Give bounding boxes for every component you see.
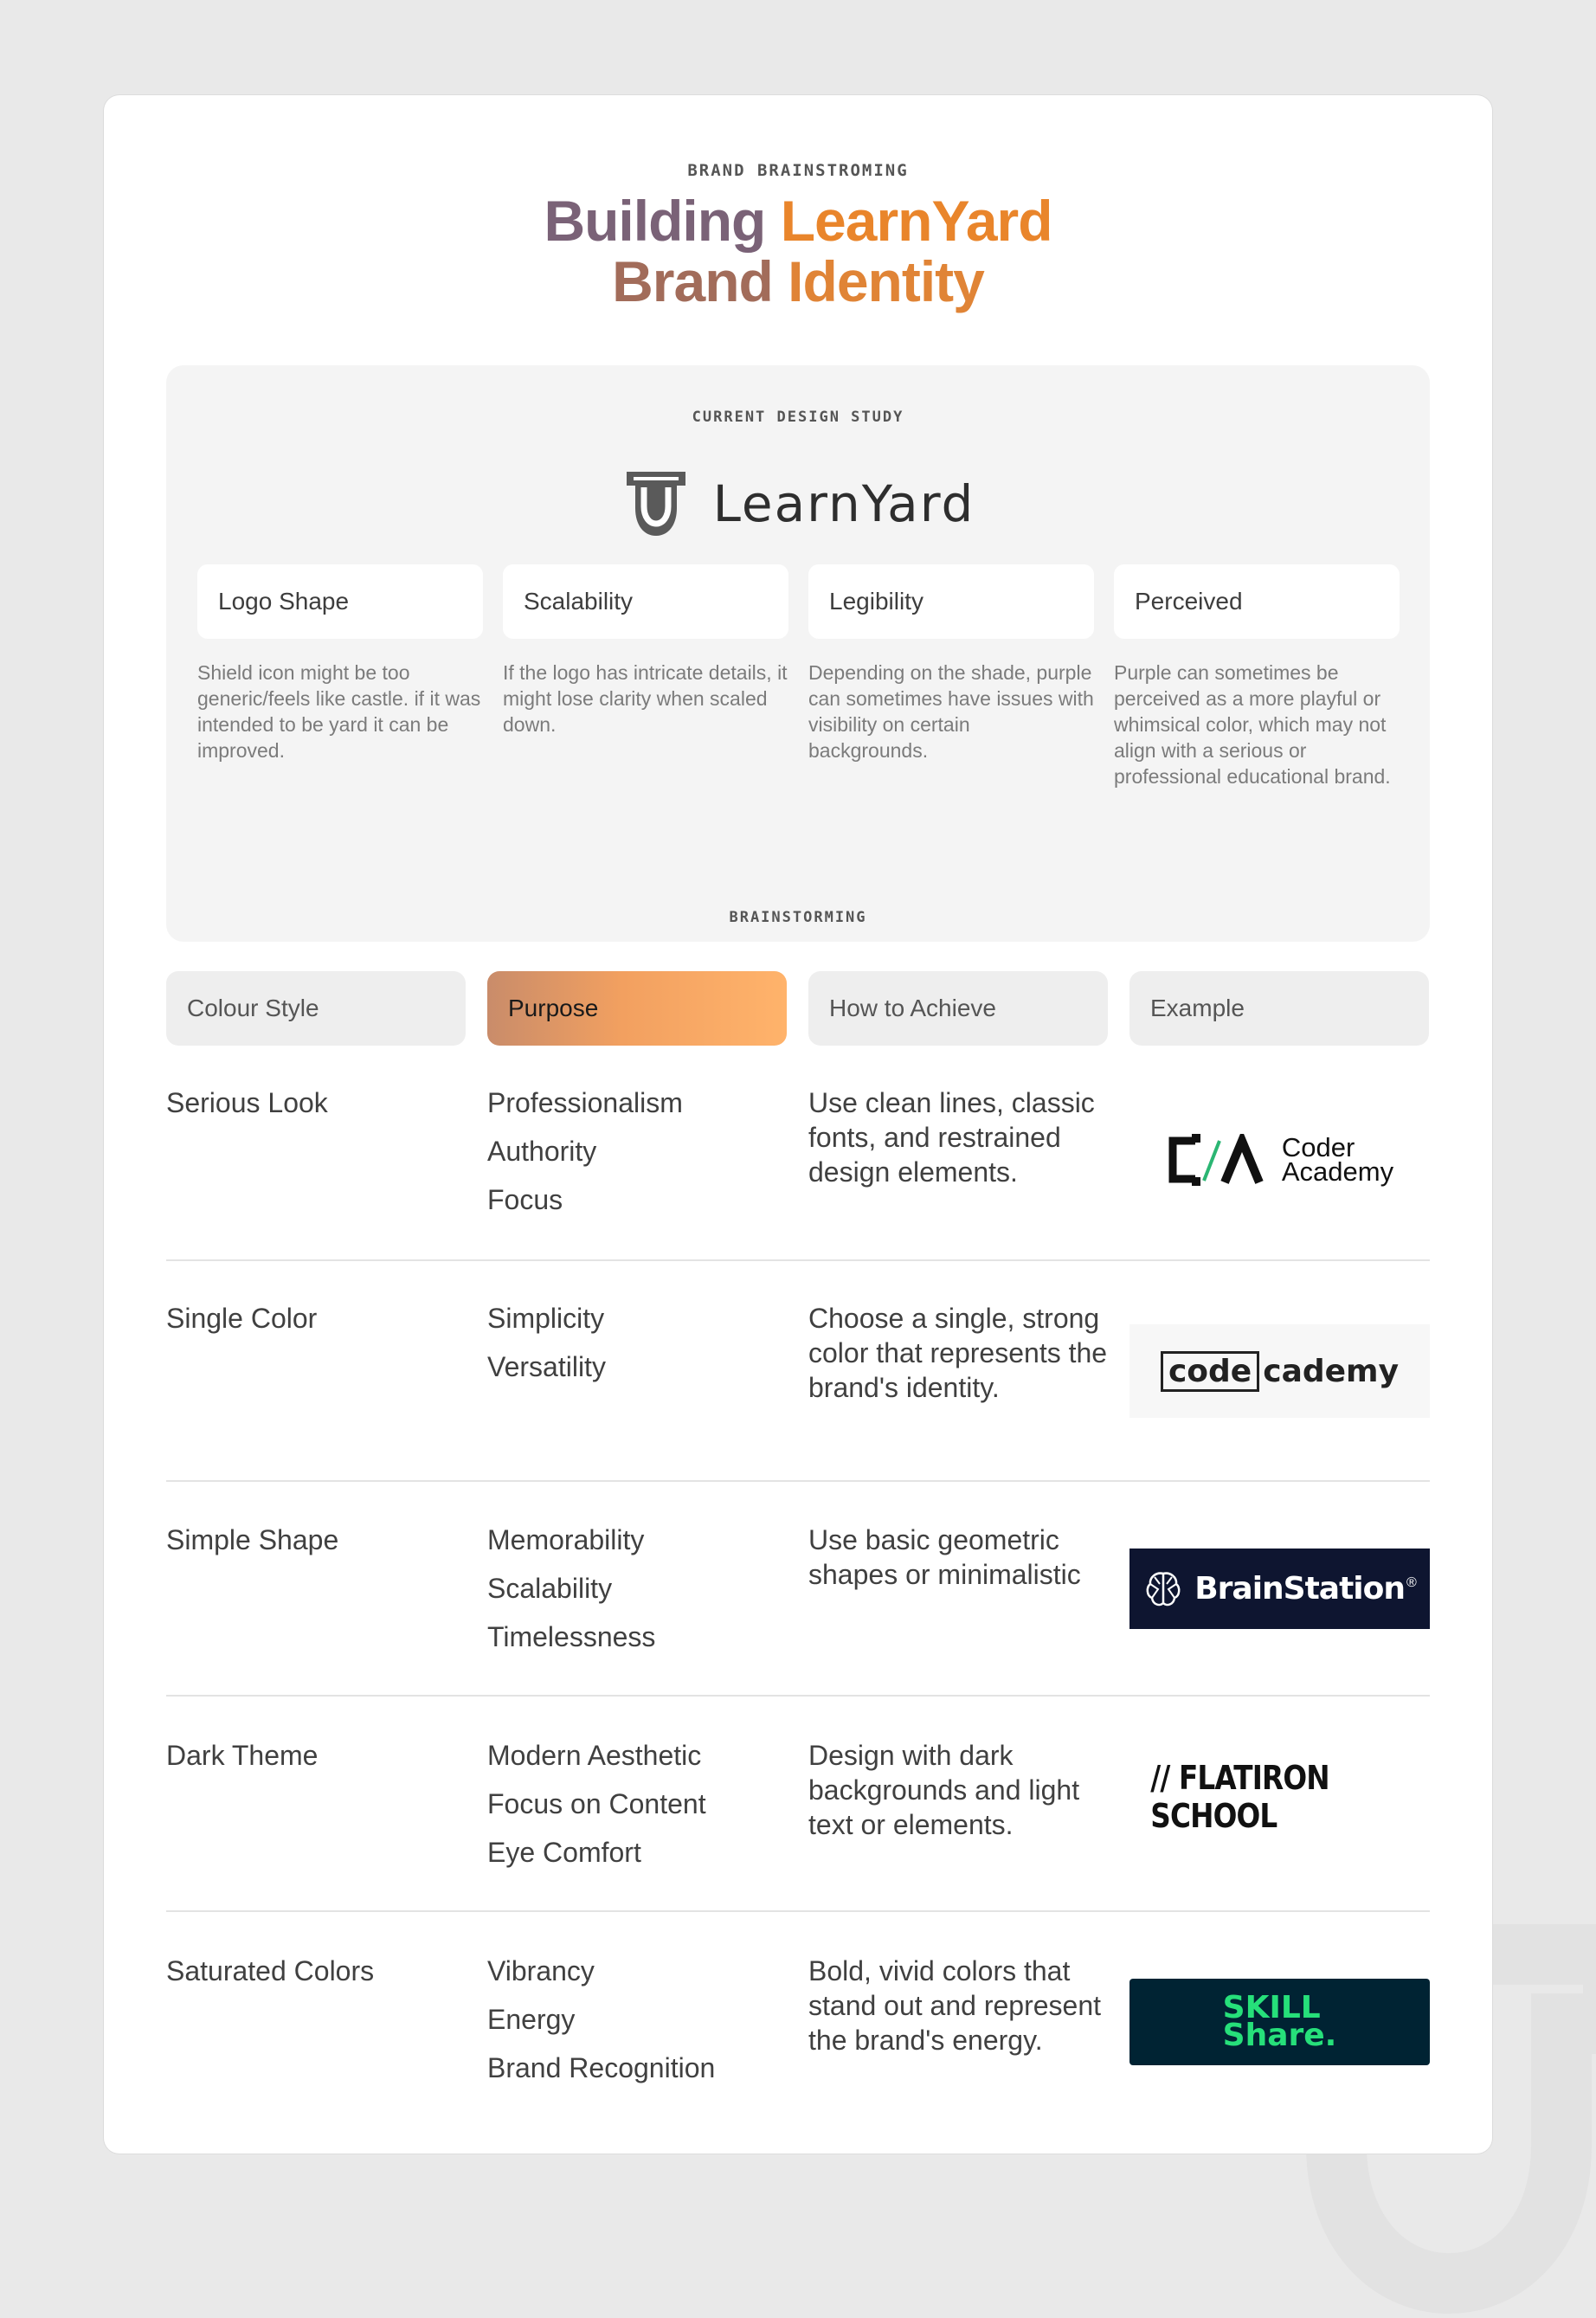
- title-word-brand: Brand: [612, 249, 773, 313]
- criterion-legibility: Legibility: [808, 564, 1094, 639]
- brainstation-wordmark: BrainStation: [1194, 1571, 1405, 1607]
- row-purpose: [487, 1523, 655, 1668]
- purpose-item: Simplicity: [487, 1303, 605, 1334]
- row-style: Serious Look: [166, 1087, 328, 1118]
- title-word-identity: Identity: [788, 249, 984, 313]
- criterion-perceived: Perceived: [1114, 564, 1400, 639]
- purpose-item: Vibrancy: [487, 1955, 595, 1986]
- learnyard-logo: [166, 465, 1430, 543]
- purpose-item: Brand Recognition: [487, 2052, 716, 2083]
- criterion-desc-perceived: Purple can sometimes be perceived as a more playful or whimsical color, which may not align with a serious or professional educational brand.: [1114, 661, 1391, 788]
- row-how: Design with dark backgrounds and light text or elements.: [808, 1740, 1080, 1840]
- logo-wordmark: LearnYard: [712, 474, 975, 533]
- design-study-panel: [166, 365, 1430, 942]
- purpose-item: Memorability: [487, 1524, 645, 1555]
- example-coder-academy-logo: [1129, 1117, 1430, 1203]
- coder-academy-line1: Coder: [1281, 1132, 1355, 1162]
- shield-icon: [621, 467, 691, 541]
- flatiron-wordmark: // FLATIRON SCHOOL: [1150, 1759, 1329, 1835]
- row-how: Choose a single, strong color that represents the brand's identity.: [808, 1303, 1108, 1403]
- example-flatiron-logo: [1129, 1754, 1430, 1840]
- purpose-item: Professionalism: [487, 1087, 683, 1118]
- row-divider: [166, 1480, 1430, 1482]
- criterion-desc-logo-shape: Shield icon might be too generic/feels like castle. if it was intended to be yard it can be improved.: [197, 661, 481, 762]
- purpose-item: Eye Comfort: [487, 1837, 641, 1868]
- page-eyebrow: BRAND BRAINSTROMING: [687, 161, 909, 180]
- row-divider: [166, 1910, 1430, 1912]
- purpose-item: Scalability: [487, 1573, 613, 1604]
- criterion-logo-shape: Logo Shape: [197, 564, 483, 639]
- row-divider: [166, 1695, 1430, 1697]
- purpose-item: Modern Aesthetic: [487, 1740, 702, 1771]
- criterion-desc-scalability: If the logo has intricate details, it might lose clarity when scaled down.: [503, 661, 788, 736]
- row-style: Saturated Colors: [166, 1955, 375, 1986]
- example-skillshare-logo: [1129, 1979, 1430, 2065]
- brainstorm-eyebrow: BRAINSTORMING: [729, 909, 867, 926]
- purpose-item: Energy: [487, 2004, 576, 2035]
- row-style: Single Color: [166, 1303, 318, 1334]
- purpose-item: Focus: [487, 1184, 563, 1215]
- example-brainstation-logo: [1129, 1549, 1430, 1629]
- brain-icon: [1142, 1568, 1184, 1610]
- row-how: Use basic geometric shapes or minimalistic: [808, 1524, 1081, 1590]
- coder-academy-mark-icon: [1166, 1134, 1270, 1186]
- header-purpose: Purpose: [487, 971, 787, 1046]
- row-purpose: [487, 1954, 715, 2099]
- skillshare-line2: Share.: [1222, 2018, 1337, 2053]
- row-purpose: [487, 1738, 706, 1883]
- row-how: Use clean lines, classic fonts, and restrained design elements.: [808, 1087, 1095, 1188]
- criterion-scalability: Scalability: [503, 564, 788, 639]
- title-word-building: Building: [544, 189, 766, 253]
- criterion-desc-legibility: Depending on the shade, purple can sometimes have issues with visibility on certain backgrounds.: [808, 661, 1094, 762]
- purpose-item: Timelessness: [487, 1621, 656, 1652]
- header-colour-style: Colour Style: [166, 971, 466, 1046]
- row-divider: [166, 1259, 1430, 1261]
- skillshare-line1: SKILL: [1222, 1990, 1321, 2025]
- coder-academy-wordmark: [1281, 1132, 1394, 1187]
- row-style: Dark Theme: [166, 1740, 319, 1771]
- study-eyebrow: CURRENT DESIGN STUDY: [692, 409, 904, 426]
- header-example: Example: [1129, 971, 1429, 1046]
- header-how-to-achieve: How to Achieve: [808, 971, 1108, 1046]
- example-codecademy-logo: [1129, 1324, 1430, 1418]
- codecademy-rest-text: cademy: [1263, 1353, 1400, 1389]
- content-card: [104, 95, 1492, 2154]
- registered-mark: ®: [1406, 1574, 1417, 1590]
- title-word-learnyard: LearnYard: [780, 189, 1052, 253]
- row-purpose: [487, 1301, 606, 1398]
- purpose-item: Authority: [487, 1136, 597, 1167]
- coder-academy-line2: Academy: [1281, 1156, 1394, 1187]
- page-title: [104, 190, 1492, 312]
- row-purpose: [487, 1085, 683, 1231]
- skillshare-wordmark: [1222, 1990, 1337, 2053]
- codecademy-box-text: code: [1161, 1351, 1259, 1392]
- row-how: Bold, vivid colors that stand out and represent the brand's energy.: [808, 1955, 1102, 2056]
- purpose-item: Focus on Content: [487, 1788, 706, 1819]
- row-style: Simple Shape: [166, 1524, 339, 1555]
- purpose-item: Versatility: [487, 1351, 606, 1382]
